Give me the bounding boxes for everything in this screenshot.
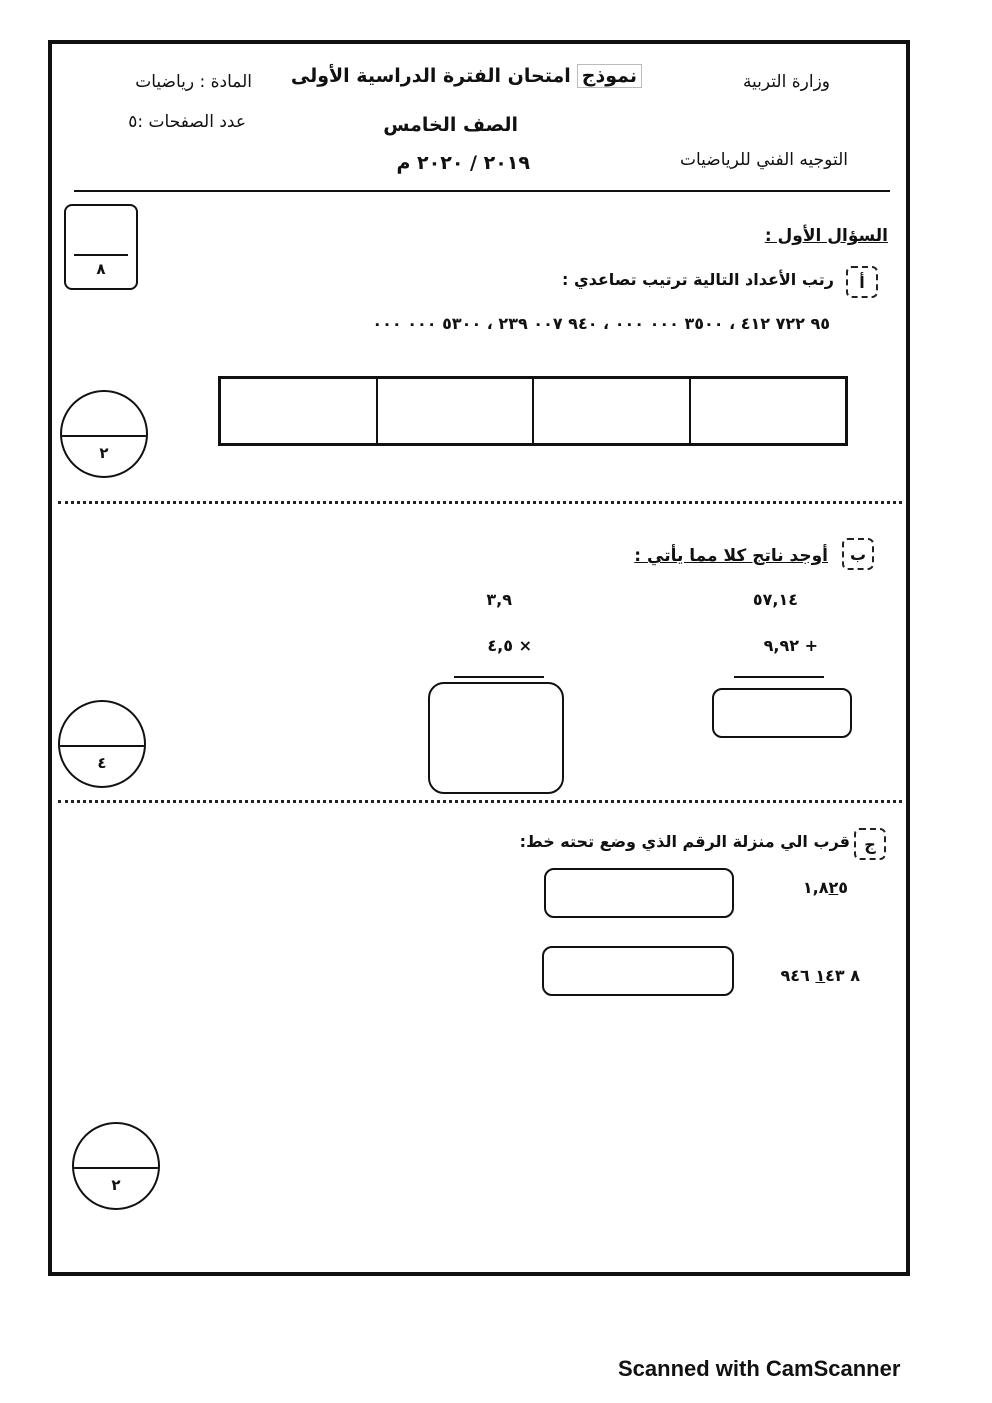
header-divider [74, 190, 890, 192]
answer-cell[interactable] [221, 379, 376, 443]
rounding-answer-box-1[interactable] [544, 868, 734, 918]
part-b-instruction: أوجد ناتج كلا مما يأتي : [634, 546, 828, 566]
total-score-box [64, 204, 138, 290]
addition-top: ٥٧,١٤ [752, 590, 798, 609]
section-divider [58, 501, 902, 504]
multiplication-bottom: × ٤,٥ [487, 636, 532, 655]
underlined-digit: ١ [815, 966, 826, 985]
part-c-score-circle [72, 1122, 160, 1210]
answer-cell[interactable] [689, 379, 846, 443]
part-b-letter: ب [842, 538, 874, 570]
addition-bottom: + ٩,٩٢ [763, 636, 818, 655]
exam-title: امتحان الفترة الدراسية الأولى [290, 65, 571, 87]
model-label: نموذج [577, 64, 642, 88]
camscanner-watermark: Scanned with CamScanner [618, 1356, 901, 1381]
multiplication-top: ٣,٩ [486, 590, 512, 609]
section-divider [58, 800, 902, 803]
underlined-digit: ٢ [828, 878, 839, 897]
part-b-score-value: ٤ [97, 754, 107, 772]
question1-title: السؤال الأول : [764, 226, 888, 246]
part-a-numbers: ٩٥ ٧٢٢ ٤١٢ ، ٣٥٠٠ ٠٠٠ ٠٠٠ ، ٩٤٠ ٠٠٧ ٢٣٩ ، ٥٣٠٠ ٠٠٠ ٠٠٠ [372, 314, 830, 333]
rounding-item-1-start: ١,٨ [802, 878, 829, 897]
answer-cell[interactable] [532, 379, 689, 443]
rounding-item-2 [780, 966, 860, 985]
supervision-label: التوجيه الفني للرياضيات [679, 150, 848, 170]
addition-answer-box[interactable] [712, 688, 852, 738]
rounding-item-2-end: ٤٣ ٩٤٦ [780, 966, 845, 985]
part-a-letter: أ [846, 266, 878, 298]
part-c-instruction: قرب الي منزلة الرقم الذي وضع تحته خط: [519, 832, 850, 851]
rounding-answer-box-2[interactable] [542, 946, 734, 996]
rounding-item-1-end: ٥ [838, 878, 848, 897]
part-b-score-circle [58, 700, 146, 788]
subject-label: المادة : رياضيات [135, 72, 252, 92]
ordering-answer-table [218, 376, 848, 446]
part-a-score-value: ٢ [99, 444, 109, 462]
pages-label: عدد الصفحات :٥ [128, 112, 246, 132]
answer-cell[interactable] [376, 379, 533, 443]
grade-label: الصف الخامس [383, 114, 518, 136]
total-score-value: ٨ [96, 260, 106, 278]
multiplication-rule [454, 676, 544, 678]
year-label: ٢٠١٩ / ٢٠٢٠ م [396, 152, 530, 174]
rounding-item-2-start: ٨ [844, 966, 860, 985]
part-c-score-value: ٢ [111, 1176, 121, 1194]
part-a-instruction: رتب الأعداد التالية ترتيب تصاعدي : [562, 270, 834, 289]
rounding-item-1 [803, 878, 848, 897]
part-a-score-circle [60, 390, 148, 478]
addition-rule [734, 676, 824, 678]
part-c-letter: ج [854, 828, 886, 860]
multiplication-answer-box[interactable] [428, 682, 564, 794]
exam-title-row [291, 64, 642, 88]
ministry-label: وزارة التربية [742, 72, 830, 92]
